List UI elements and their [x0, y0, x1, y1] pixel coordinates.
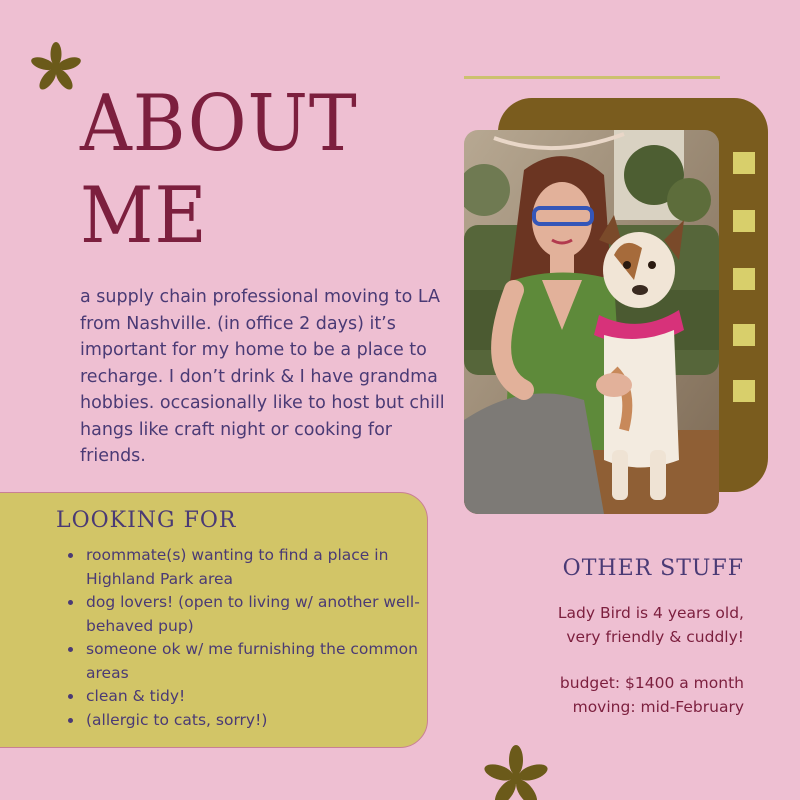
moving-date-line: moving: mid-February — [572, 697, 744, 716]
flower-icon — [474, 742, 558, 800]
list-item: • roommate(s) wanting to find a place in Highland Park area — [84, 544, 429, 591]
woman-with-dog-photo — [464, 130, 719, 514]
decorative-line — [464, 76, 720, 79]
title-line-about: ABOUT — [80, 79, 358, 169]
budget-line: budget: $1400 a month — [559, 674, 744, 692]
other-stuff-text — [500, 602, 744, 719]
other-stuff-title: OTHER STUFF — [562, 556, 744, 581]
list-item: • clean & tidy! — [84, 685, 429, 709]
title-line-me: ME — [80, 171, 208, 261]
film-hole — [733, 210, 755, 232]
looking-for-list — [66, 544, 429, 732]
film-hole — [733, 152, 755, 174]
list-item: • someone ok w/ me furnishing the common areas — [84, 638, 429, 685]
dog-temperament-line: very friendly & cuddly! — [566, 627, 744, 646]
flower-icon — [26, 38, 86, 98]
list-item: • dog lovers! (open to living w/ another well-behaved pup) — [84, 591, 429, 638]
page-title — [80, 78, 358, 262]
dog-age-line: Lady Bird is 4 years old, — [557, 604, 744, 622]
intro-paragraph: a supply chain professional moving to LA from Nashville. (in office 2 days) it’s important for my home to be a place to recharge. I don’t drink & I have grandma hobbies. occasionally like to host but chill hangs like craft night or cooking for friends. — [80, 287, 445, 466]
film-hole — [733, 324, 755, 346]
profile-photo — [464, 130, 719, 514]
looking-for-title: LOOKING FOR — [56, 508, 237, 533]
list-item: • (allergic to cats, sorry!) — [84, 709, 429, 733]
film-hole — [733, 268, 755, 290]
film-hole — [733, 380, 755, 402]
